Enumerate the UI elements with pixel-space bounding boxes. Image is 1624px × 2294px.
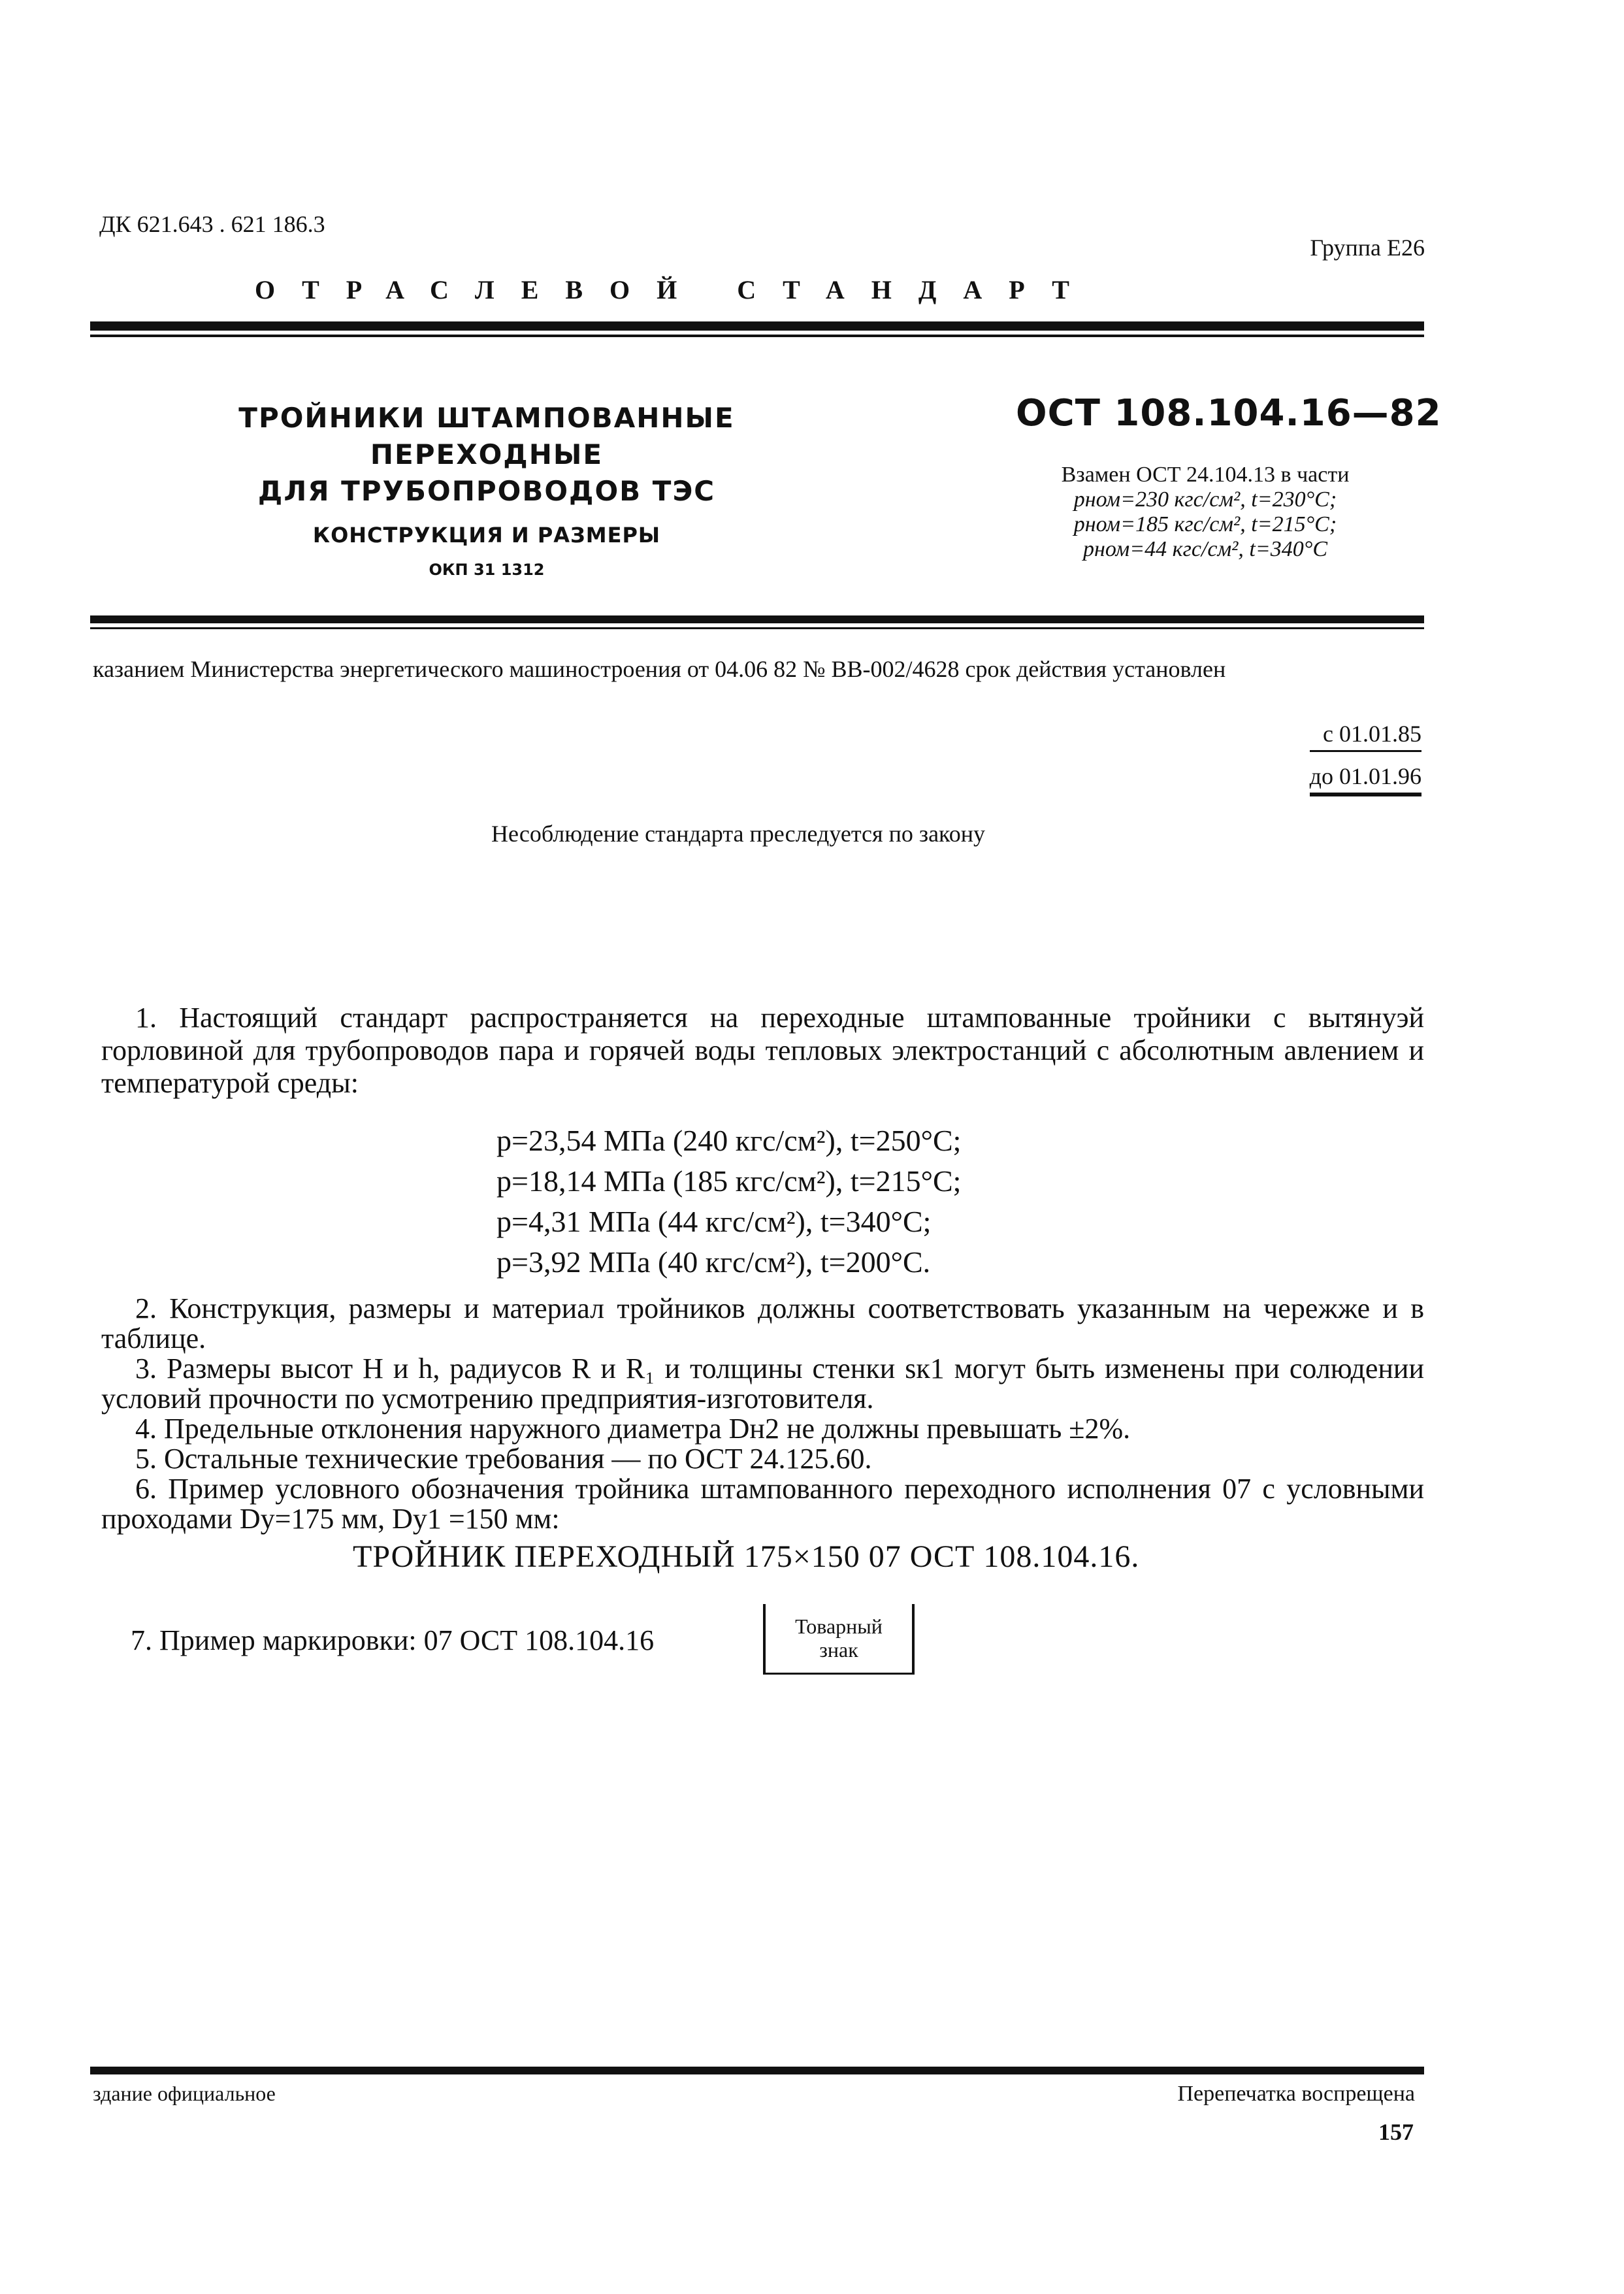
okp-code: ОКП 31 1312 — [429, 561, 545, 579]
formula-line: p=18,14 МПа (185 кгс/см²), t=215°С; — [496, 1164, 962, 1198]
list-item: 4. Предельные отклонения наружного диаметра Dн2 не должны превышать ±2%. — [135, 1413, 1131, 1445]
title-block — [118, 400, 856, 579]
standard-banner: ОТРАСЛЕВОЙ СТАНДАРТ — [255, 275, 1096, 304]
valid-to: до 01.01.96 — [1310, 760, 1421, 796]
list-item: 6. Пример условного обозначения тройника штампованного переходного исполнения 07 с условными проходами Dу=175 мм, Dу1 =150 мм: — [101, 1473, 1424, 1535]
page-number: 157 — [1378, 2119, 1414, 2145]
order-text: казанием Министерства энергетического машиностроения от 04.06 82 № ВВ-002/4628 срок действия установлен — [93, 656, 1226, 682]
subtitle: КОНСТРУКЦИЯ И РАЗМЕРЫ — [312, 523, 661, 548]
condition-line: pном=44 кгс/см², t=340°С — [1082, 537, 1328, 561]
reprint-note: Перепечатка воспрещена — [1177, 2082, 1415, 2106]
middle-rule-thin — [90, 627, 1424, 629]
trademark-label: Товарный — [795, 1614, 883, 1638]
formula-line: p=4,31 МПа (44 кгс/см²), t=340°С; — [496, 1205, 932, 1238]
validity-dates — [1310, 717, 1421, 804]
replaces-block — [1006, 463, 1405, 562]
pressure-conditions — [496, 1121, 961, 1283]
replaces-text: Взамен ОСТ 24.104.13 в части — [1061, 463, 1350, 487]
footer-rule — [90, 2067, 1424, 2074]
requirements-list — [101, 1294, 1424, 1534]
formula-line: p=3,92 МПа (40 кгс/см²), t=200°С. — [496, 1245, 931, 1279]
legal-warning: Несоблюдение стандарта преследуется по закону — [491, 821, 985, 847]
middle-rule — [90, 615, 1424, 623]
designation-example: ТРОЙНИК ПЕРЕХОДНЫЙ 175×150 07 ОСТ 108.104.16. — [353, 1539, 1140, 1574]
group-code: Группа Е26 — [1310, 235, 1425, 261]
udk-code: ДК 621.643 . 621 186.3 — [99, 211, 325, 237]
condition-line: pном=185 кгс/см², t=215°С; — [1073, 512, 1337, 536]
condition-line: pном=230 кгс/см², t=230°С; — [1073, 487, 1337, 512]
paragraph-1: 1. Настоящий стандарт распространяется на переходные штампованные тройники с вытянуэй горловиной для трубопроводов пара и горячей воды тепловых электростанций с абсолютным авлением и температурой среды: — [101, 1002, 1424, 1099]
list-item: 3. Размеры высот H и h, радиусов R и R₁ и толщины стенки sк1 могут быть изменены при солюдении условий прочности по усмотрению предприятия-изготовителя. — [101, 1352, 1424, 1415]
edition-note: здание официальное — [93, 2082, 276, 2105]
formula-line: p=23,54 МПа (240 кгс/см²), t=250°С; — [496, 1124, 962, 1157]
marking-example: 7. Пример маркировки: 07 ОСТ 108.104.16 — [131, 1624, 655, 1656]
title-line-1: ТРОЙНИКИ ШТАМПОВАННЫЕ ПЕРЕХОДНЫЕ — [238, 402, 735, 470]
standard-number: ОСТ 108.104.16—82 — [1016, 392, 1442, 434]
title-line-2: ДЛЯ ТРУБОПРОВОДОВ ТЭС — [257, 475, 716, 507]
trademark-box — [763, 1604, 915, 1675]
trademark-label: знак — [819, 1638, 858, 1662]
top-rule-thin — [90, 335, 1424, 337]
valid-from: с 01.01.85 — [1310, 717, 1421, 752]
list-item: 2. Конструкция, размеры и материал тройников должны соответствовать указанным на чережже и в таблице. — [101, 1292, 1424, 1354]
top-rule — [90, 321, 1424, 331]
list-item: 5. Остальные технические требования — по ОСТ 24.125.60. — [135, 1443, 872, 1475]
